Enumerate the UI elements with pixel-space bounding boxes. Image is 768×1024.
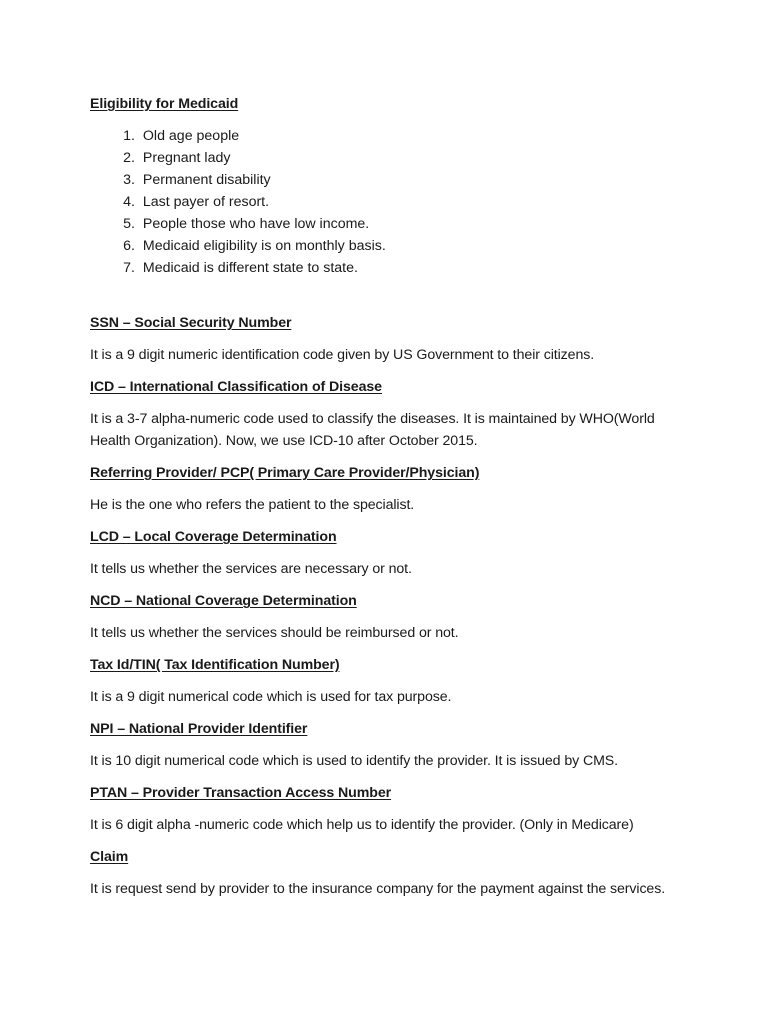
ncd-heading: NCD – National Coverage Determination [90,593,357,609]
eligibility-heading: Eligibility for Medicaid [90,96,239,112]
list-number: 7. [123,260,135,276]
list-number: 5. [123,216,135,232]
ncd-text: It tells us whether the services should be reimbursed or not. [90,625,459,641]
list-text: Old age people [142,128,240,144]
ssn-heading: SSN – Social Security Number [90,315,292,331]
npi-heading: NPI – National Provider Identifier [90,721,308,737]
referring-provider-heading: Referring Provider/ PCP( Primary Care Provider/Physician) [90,465,480,481]
list-item [90,257,690,279]
list-number: 3. [123,172,135,188]
tin-heading: Tax Id/TIN( Tax Identification Number) [90,657,340,673]
list-text: People those who have low income. [142,216,370,232]
icd-text: It is a 3-7 alpha-numeric code used to classify the diseases. It is maintained by WHO(World Health Organization). Now, we use ICD-10 after October 2015. [90,411,655,449]
list-item [90,147,690,169]
ptan-text: It is 6 digit alpha -numeric code which help us to identify the provider. (Only in Medicare) [90,817,634,833]
icd-heading: ICD – International Classification of Disease [90,379,382,395]
tin-text: It is a 9 digit numerical code which is used for tax purpose. [90,689,452,705]
ptan-heading: PTAN – Provider Transaction Access Number [90,785,392,801]
list-item [90,125,690,147]
referring-provider-text: He is the one who refers the patient to the specialist. [90,497,415,513]
list-text: Pregnant lady [142,150,231,166]
claim-heading: Claim [90,849,129,865]
claim-text: It is request send by provider to the insurance company for the payment against the services. [90,881,666,897]
list-number: 6. [123,238,135,254]
list-text: Last payer of resort. [142,194,270,210]
ssn-text: It is a 9 digit numeric identification code given by US Government to their citizens. [90,347,595,363]
lcd-text: It tells us whether the services are necessary or not. [90,561,412,577]
list-number: 4. [123,194,135,210]
list-item [90,169,690,191]
npi-text: It is 10 digit numerical code which is used to identify the provider. It is issued by CMS. [90,753,619,769]
lcd-heading: LCD – Local Coverage Determination [90,529,337,545]
list-text: Medicaid is different state to state. [142,260,358,276]
eligibility-list [90,125,690,279]
list-item [90,191,690,213]
list-item [90,213,690,235]
list-number: 1. [123,128,135,144]
list-text: Medicaid eligibility is on monthly basis. [142,238,386,254]
list-number: 2. [123,150,135,166]
list-text: Permanent disability [142,172,271,188]
document-page [90,93,690,900]
list-item [90,235,690,257]
